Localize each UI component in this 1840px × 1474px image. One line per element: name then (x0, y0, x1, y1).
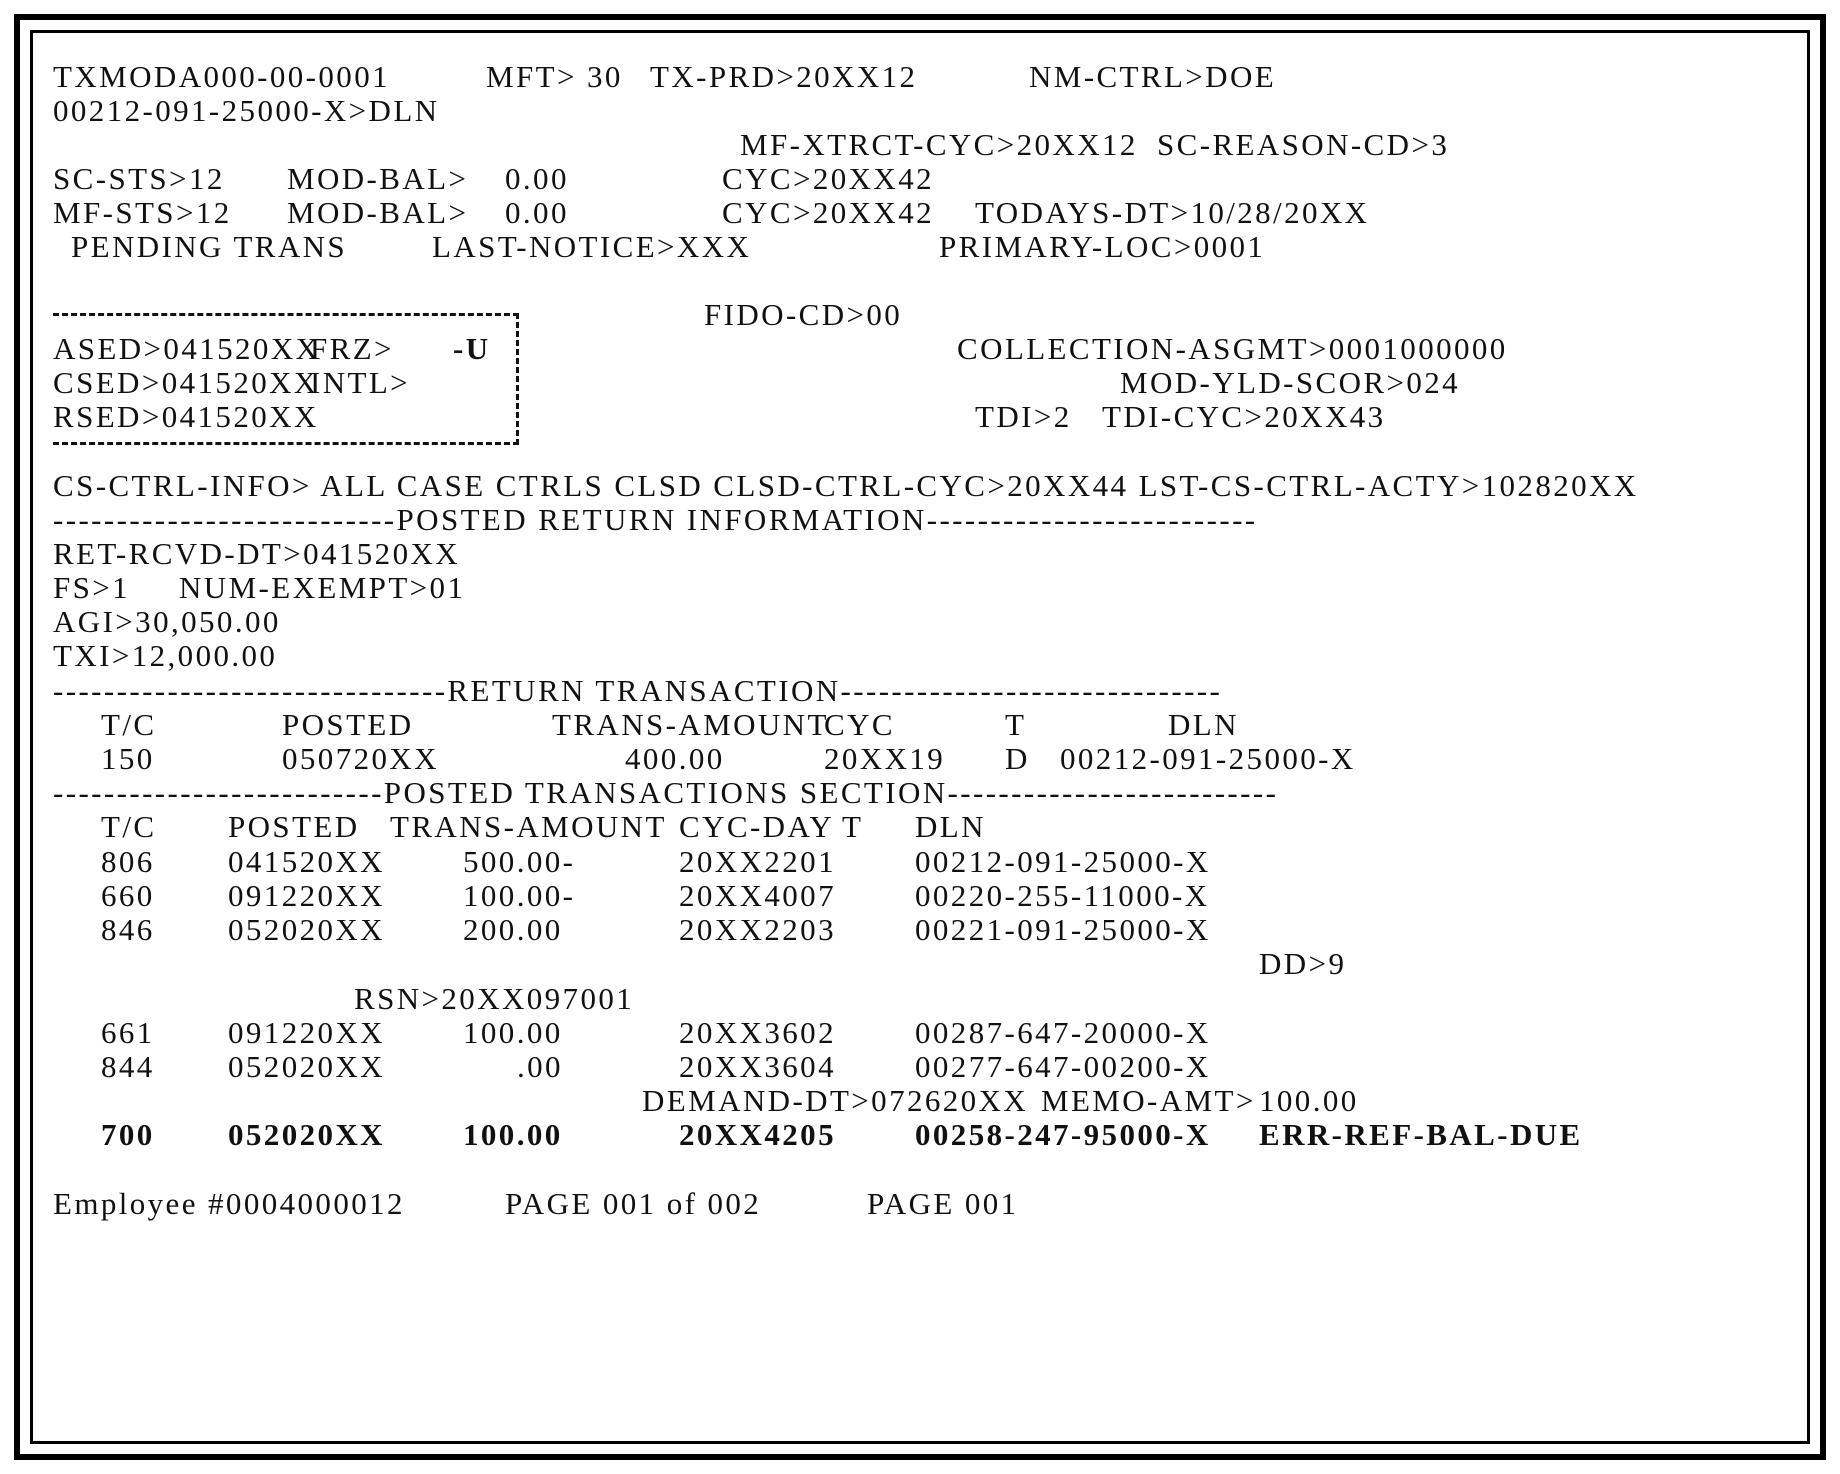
sc-sts-field: SC-STS>12 (53, 161, 225, 196)
nm-ctrl-field: NM-CTRL>DOE (1029, 59, 1277, 94)
primary-loc-field: PRIMARY-LOC>0001 (939, 229, 1266, 264)
pt-row-cyc-day: 20XX4007 (679, 878, 836, 913)
pt-row-cyc-day: 20XX4205 (679, 1117, 836, 1152)
fs-field: FS>1 (53, 570, 131, 605)
rt-header-amount: TRANS-AMOUNT (552, 707, 829, 742)
pt-row-note: ERR-REF-BAL-DUE (1259, 1117, 1583, 1152)
terminal-display (30, 30, 1810, 1444)
pt-row-cyc-day: 20XX3602 (679, 1015, 836, 1050)
page-indicator: PAGE 001 (867, 1186, 1019, 1221)
fido-cd-field: FIDO-CD>00 (704, 297, 903, 332)
pt-row-tc: 806 (101, 844, 155, 879)
posted-return-divider: ---------------------------POSTED RETURN INFORMATION-------------------------- (53, 502, 1258, 537)
pt-row-posted: 091220XX (228, 1015, 385, 1050)
page-of-indicator: PAGE 001 of 002 (505, 1186, 762, 1221)
rt-header-t: T (1005, 707, 1027, 742)
memo-amt-label: MEMO-AMT> (1041, 1083, 1256, 1118)
rt-header-dln: DLN (1168, 707, 1239, 742)
sc-mod-bal-label: MOD-BAL> (287, 161, 469, 196)
ased-field: ASED>041520XX (53, 331, 321, 366)
rt-header-cyc: CYC (824, 707, 895, 742)
collection-asgmt-field: COLLECTION-ASGMT>0001000000 (957, 331, 1508, 366)
sc-reason-cd-field: SC-REASON-CD>3 (1157, 127, 1450, 162)
pt-row-posted: 052020XX (228, 1049, 385, 1084)
mf-mod-bal-label: MOD-BAL> (287, 195, 469, 230)
pt-row-dln: 00220-255-11000-X (915, 878, 1210, 913)
demand-dt-field: DEMAND-DT>072620XX (642, 1083, 1029, 1118)
posted-transactions-divider: --------------------------POSTED TRANSACTIONS SECTION-------------------------- (53, 775, 1279, 810)
mf-mod-bal-value: 0.00 (505, 195, 569, 230)
mf-sts-field: MF-STS>12 (53, 195, 232, 230)
pt-row-tc: 700 (101, 1117, 155, 1152)
rt-row-tc: 150 (101, 741, 155, 776)
txmod-id: TXMODA000-00-0001 (53, 59, 390, 94)
pt-row-dln: 00221-091-25000-X (915, 912, 1211, 947)
last-notice-field: LAST-NOTICE>XXX (432, 229, 752, 264)
pt-row-dln: 00277-647-00200-X (915, 1049, 1211, 1084)
employee-number: Employee #0004000012 (53, 1186, 405, 1221)
rt-row-amount: 400.00 (625, 741, 725, 776)
mf-xtrct-cyc-field: MF-XTRCT-CYC>20XX12 (740, 127, 1138, 162)
frz-label: FRZ> (310, 331, 394, 366)
rsed-field: RSED>041520XX (53, 399, 319, 434)
pt-header-cyc-day: CYC-DAY (679, 809, 835, 844)
pt-row-tc: 846 (101, 912, 155, 947)
tdi-cyc-field: TDI-CYC>20XX43 (1102, 399, 1386, 434)
rsn-field: RSN>20XX097001 (354, 981, 635, 1016)
frz-code: -U (453, 331, 491, 366)
rt-row-t: D (1005, 741, 1030, 776)
mf-cyc-field: CYC>20XX42 (722, 195, 934, 230)
mod-yld-scor-field: MOD-YLD-SCOR>024 (1120, 365, 1461, 400)
return-transaction-divider: -------------------------------RETURN TRANSACTION------------------------------ (53, 673, 1223, 708)
tx-prd-field: TX-PRD>20XX12 (650, 59, 918, 94)
pt-row-amount: 200.00 (463, 912, 563, 947)
pt-row-amount: 100.00 (463, 1015, 563, 1050)
pt-header-tc: T/C (101, 809, 157, 844)
pt-row-amount: 100.00 (463, 1117, 563, 1152)
dln-field: 00212-091-25000-X>DLN (53, 93, 440, 128)
pt-row-posted: 052020XX (228, 1117, 385, 1152)
pt-header-dln: DLN (915, 809, 986, 844)
rt-header-posted: POSTED (282, 707, 414, 742)
pt-row-cyc-day: 20XX2201 (679, 844, 836, 879)
ret-rcvd-dt-field: RET-RCVD-DT>041520XX (53, 536, 461, 571)
rt-row-cyc: 20XX19 (824, 741, 946, 776)
sc-mod-bal-value: 0.00 (505, 161, 569, 196)
pt-row-dln: 00212-091-25000-X (915, 844, 1211, 879)
rt-header-tc: T/C (101, 707, 157, 742)
pt-row-amount: 500.00- (463, 844, 576, 879)
pt-row-posted: 052020XX (228, 912, 385, 947)
pt-header-amount: TRANS-AMOUNT (390, 809, 667, 844)
pt-header-t: T (842, 809, 864, 844)
num-exempt-field: NUM-EXEMPT>01 (179, 570, 466, 605)
pt-row-posted: 091220XX (228, 878, 385, 913)
pt-row-amount: .00 (517, 1049, 563, 1084)
pending-trans-label: PENDING TRANS (71, 229, 348, 264)
pt-row-tc: 844 (101, 1049, 155, 1084)
pt-row-tc: 660 (101, 878, 155, 913)
pt-row-posted: 041520XX (228, 844, 385, 879)
txi-field: TXI>12,000.00 (53, 638, 278, 673)
dd-field: DD>9 (1259, 946, 1347, 981)
pt-row-amount: 100.00- (463, 878, 576, 913)
memo-amt-value: 100.00 (1259, 1083, 1359, 1118)
pt-row-tc: 661 (101, 1015, 155, 1050)
mft-field: MFT> 30 (486, 59, 623, 94)
pt-header-posted: POSTED (228, 809, 360, 844)
rt-row-posted: 050720XX (282, 741, 439, 776)
intl-label: INTL> (310, 365, 411, 400)
cs-ctrl-info-line: CS-CTRL-INFO> ALL CASE CTRLS CLSD CLSD-CTRL-CYC>20XX44 LST-CS-CTRL-ACTY>102820XX (53, 468, 1639, 503)
pt-row-dln: 00287-647-20000-X (915, 1015, 1211, 1050)
pt-row-dln: 00258-247-95000-X (915, 1117, 1211, 1152)
agi-field: AGI>30,050.00 (53, 604, 281, 639)
csed-field: CSED>041520XX (53, 365, 319, 400)
terminal-screen (14, 14, 1826, 1460)
pt-row-cyc-day: 20XX3604 (679, 1049, 836, 1084)
rt-row-dln: 00212-091-25000-X (1060, 741, 1356, 776)
sc-cyc-field: CYC>20XX42 (722, 161, 934, 196)
todays-dt-field: TODAYS-DT>10/28/20XX (975, 195, 1370, 230)
pt-row-cyc-day: 20XX2203 (679, 912, 836, 947)
tdi-field: TDI>2 (975, 399, 1072, 434)
